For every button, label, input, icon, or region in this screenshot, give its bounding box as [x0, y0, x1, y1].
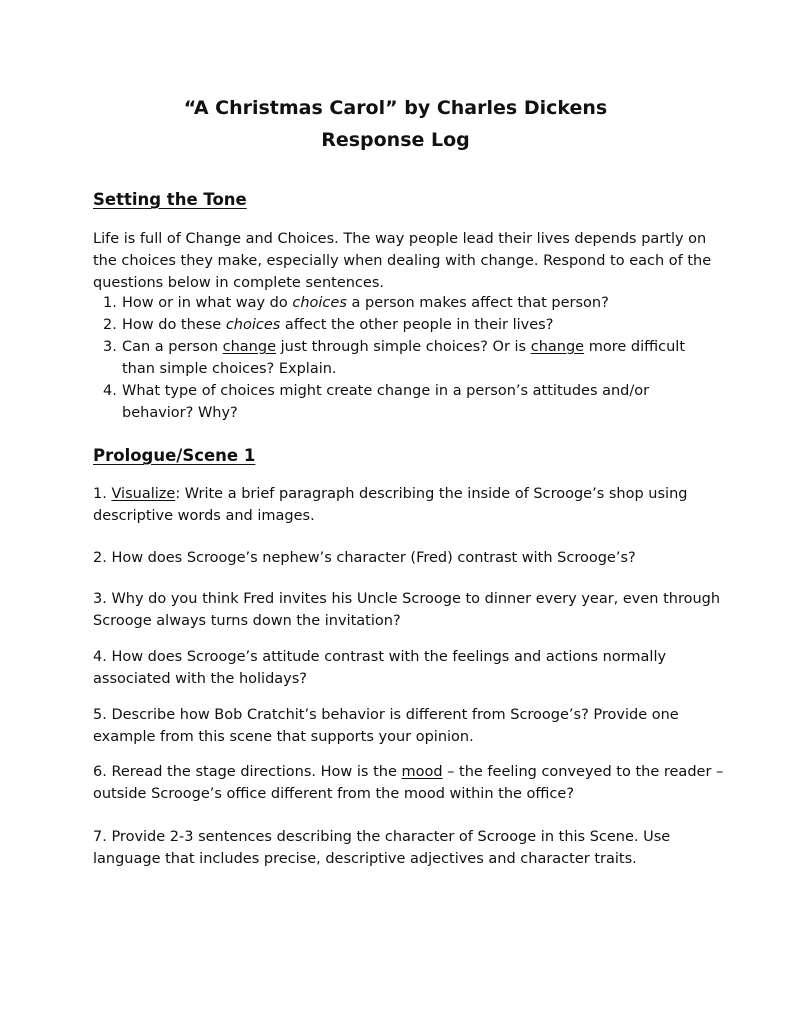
tone-question-list — [93, 292, 713, 424]
scene-question-1: 1. Visualize: Write a brief paragraph describing the inside of Scrooge’s shop using descriptive words and images. — [93, 486, 688, 524]
scene-question-7: 7. Provide 2-3 sentences describing the character of Scrooge in this Scene. Use language that includes precise, descriptive adjectives and character traits. — [93, 829, 671, 867]
scene-question-4: 4. How does Scrooge’s attitude contrast with the feelings and actions normally associated with the holidays? — [93, 649, 667, 687]
tone-question-3: 3. Can a person change just through simple choices? Or is change more difficult than simple choices? Explain. — [103, 339, 686, 377]
scene-question-2: 2. How does Scrooge’s nephew’s character (Fred) contrast with Scrooge’s? — [93, 550, 636, 566]
section-heading-prologue-scene-1: Prologue/Scene 1 — [93, 446, 256, 465]
intro-paragraph: Life is full of Change and Choices. The way people lead their lives depends partly on the choices they make, especially when dealing with change. Respond to each of the questions below in complete sentences. — [93, 231, 712, 291]
scene-question-6: 6. Reread the stage directions. How is the mood – the feeling conveyed to the reader – outside Scrooge’s office different from the mood within the office? — [93, 764, 724, 802]
scene-question-5: 5. Describe how Bob Cratchit’s behavior is different from Scrooge’s? Provide one example from this scene that supports your opinion. — [93, 707, 679, 745]
section-heading-setting-the-tone: Setting the Tone — [93, 190, 247, 209]
mood-term: mood — [401, 764, 443, 780]
document-subtitle: Response Log — [321, 129, 470, 151]
scene-question-3: 3. Why do you think Fred invites his Uncle Scrooge to dinner every year, even through Scrooge always turns down the invitation? — [93, 591, 721, 629]
tone-question-1: 1. How or in what way do choices a person makes affect that person? — [103, 295, 609, 311]
tone-question-4: 4. What type of choices might create change in a person’s attitudes and/or behavior? Why? — [103, 383, 650, 421]
tone-question-2: 2. How do these choices affect the other people in their lives? — [103, 317, 554, 333]
document-title: “A Christmas Carol” by Charles Dickens — [183, 97, 608, 119]
visualize-term: Visualize — [111, 486, 176, 502]
